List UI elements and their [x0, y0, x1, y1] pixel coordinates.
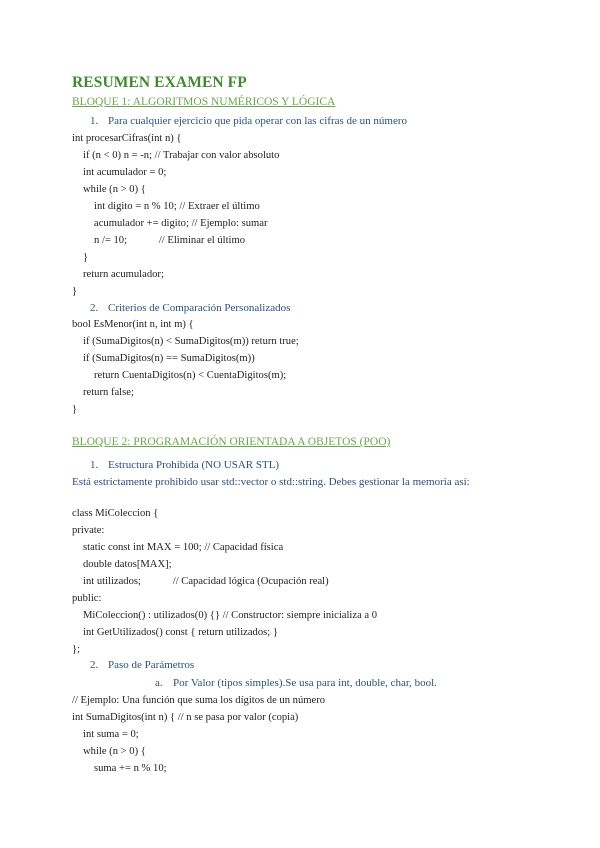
code-line: int procesarCifras(int n) { [72, 133, 182, 144]
code-line: int digito = n % 10; // Extraer el último [94, 201, 260, 212]
item-text: Para cualquier ejercicio que pida operar con las cifras de un número [108, 115, 408, 127]
item-text: Por Valor (tipos simples).Se usa para int, double, char, bool. [173, 677, 437, 689]
code-line: acumulador += digito; // Ejemplo: sumar [94, 218, 268, 229]
code-line: if (SumaDigitos(n) == SumaDigitos(m)) [83, 353, 255, 364]
item-number: 1. [90, 115, 99, 127]
code-line: if (n < 0) n = -n; // Trabajar con valor absoluto [83, 150, 280, 161]
document-title: RESUMEN EXAMEN FP [72, 74, 247, 91]
block2-heading: BLOQUE 2: PROGRAMACIÓN ORIENTADA A OBJETOS (POO) [72, 436, 391, 448]
code-line: while (n > 0) { [83, 746, 146, 757]
code-line: // Ejemplo: Una función que suma los dígitos de un número [72, 695, 326, 706]
block2-item1 [90, 459, 279, 471]
item-text: Criterios de Comparación Personalizados [108, 302, 291, 314]
code-line: } [83, 252, 89, 263]
code-line: int acumulador = 0; [83, 167, 167, 178]
code-line: public: [72, 593, 102, 604]
block1-item1 [90, 115, 407, 127]
code-line: MiColeccion() : utilizados(0) {} // Constructor: siempre inicializa a 0 [83, 610, 378, 621]
code-line: suma += n % 10; [94, 763, 167, 774]
item-text: Estructura Prohibida (NO USAR STL) [108, 459, 280, 471]
code-line: return false; [83, 387, 134, 398]
code-line: }; [72, 644, 81, 655]
code-line: int suma = 0; [83, 729, 139, 740]
code-line: } [72, 286, 78, 297]
code-line: return CuentaDigitos(n) < CuentaDigitos(m); [94, 370, 287, 381]
code-line: return acumulador; [83, 269, 164, 280]
item-text: Paso de Parámetros [108, 659, 195, 671]
code-line: if (SumaDigitos(n) < SumaDigitos(m)) return true; [83, 336, 299, 347]
item-number: 2. [90, 302, 99, 314]
block2-item2a [155, 677, 437, 689]
code-line: } [72, 404, 78, 415]
code-line: int GetUtilizados() const { return utilizados; } [83, 627, 278, 638]
code-line: n /= 10; // Eliminar el último [94, 235, 246, 246]
code-line: private: [72, 525, 105, 536]
code-line: int SumaDigitos(int n) { // n se pasa por valor (copia) [72, 712, 299, 723]
code-line: double datos[MAX]; [83, 559, 172, 570]
code-line: while (n > 0) { [83, 184, 146, 195]
block2-item2 [90, 659, 194, 671]
code-line: int utilizados; // Capacidad lógica (Ocupación real) [83, 576, 329, 587]
block1-heading: BLOQUE 1: ALGORITMOS NUMÉRICOS Y LÓGICA [72, 96, 336, 108]
code-line: class MiColeccion { [72, 508, 159, 519]
item-number: 2. [90, 659, 99, 671]
code-line: static const int MAX = 100; // Capacidad física [83, 542, 284, 553]
code-line: bool EsMenor(int n, int m) { [72, 319, 194, 330]
item-number: 1. [90, 459, 99, 471]
item-letter: a. [155, 677, 163, 689]
block1-item2 [90, 302, 290, 314]
block2-note: Está estrictamente prohibido usar std::vector o std::string. Debes gestionar la memoria así: [72, 476, 470, 488]
